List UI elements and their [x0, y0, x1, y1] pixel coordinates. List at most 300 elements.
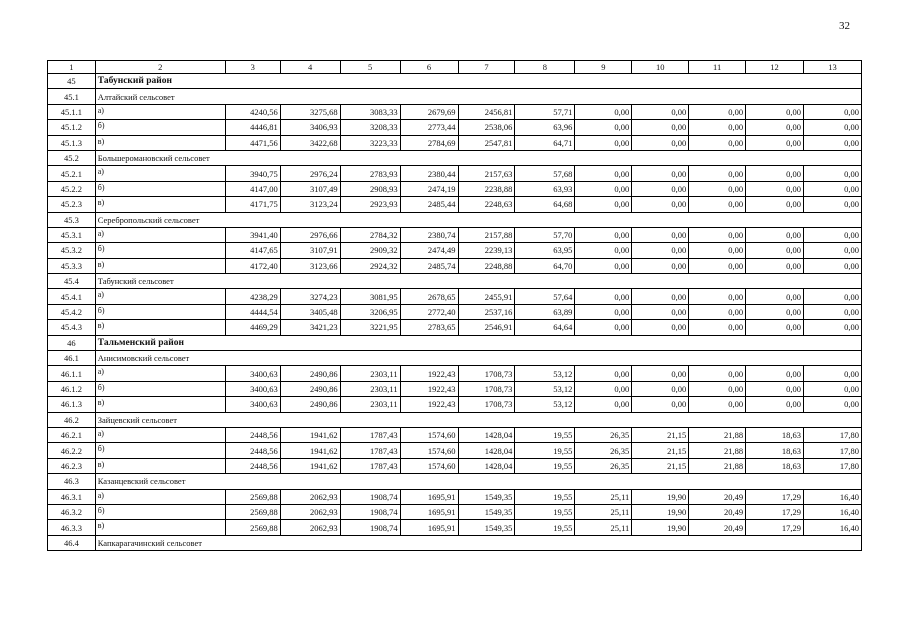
table-cell: 63,95	[515, 243, 575, 258]
row-label: б)	[95, 181, 225, 196]
table-cell: 2456,81	[458, 104, 515, 119]
table-row	[48, 135, 862, 150]
table-row	[48, 320, 862, 335]
table-cell: 2303,11	[340, 381, 400, 396]
section-row	[48, 474, 862, 489]
table-cell: 16,40	[804, 520, 862, 535]
row-label: в)	[95, 320, 225, 335]
table-cell: 2455,91	[458, 289, 515, 304]
table-cell: 2303,11	[340, 366, 400, 381]
table-cell: 1708,73	[458, 366, 515, 381]
table-cell: 1549,35	[458, 520, 515, 535]
table-cell: 0,00	[746, 304, 804, 319]
table-cell: 0,00	[804, 120, 862, 135]
row-label: а)	[95, 366, 225, 381]
table-cell: 0,00	[746, 397, 804, 412]
table-cell: 0,00	[632, 366, 689, 381]
table-cell: 20,49	[689, 504, 746, 519]
section-row	[48, 150, 862, 165]
table-cell: 4172,40	[225, 258, 280, 273]
table-cell: 2303,11	[340, 397, 400, 412]
table-cell: 0,00	[689, 381, 746, 396]
district-name: Табунский район	[95, 74, 861, 89]
table-row	[48, 366, 862, 381]
table-cell: 4238,29	[225, 289, 280, 304]
table-cell: 0,00	[746, 166, 804, 181]
table-cell: 19,55	[515, 458, 575, 473]
table-cell: 3107,49	[280, 181, 340, 196]
table-cell: 2784,69	[400, 135, 458, 150]
row-label: а)	[95, 289, 225, 304]
table-cell: 3400,63	[225, 366, 280, 381]
table-cell: 2538,06	[458, 120, 515, 135]
section-name: Казанцевский сельсовет	[95, 474, 861, 489]
table-cell: 3083,33	[340, 104, 400, 119]
table-cell: 2678,65	[400, 289, 458, 304]
row-code: 46.1	[48, 351, 96, 366]
table-cell: 25,11	[575, 520, 632, 535]
section-name: Анисимовский сельсовет	[95, 351, 861, 366]
section-name: Капкарагачинский сельсовет	[95, 535, 861, 550]
column-header: 5	[340, 61, 400, 74]
row-code: 45.2.2	[48, 181, 96, 196]
table-cell: 2474,19	[400, 181, 458, 196]
table-cell: 17,29	[746, 520, 804, 535]
table-cell: 0,00	[746, 381, 804, 396]
row-code: 45.1.1	[48, 104, 96, 119]
table-cell: 3208,33	[340, 120, 400, 135]
table-row	[48, 243, 862, 258]
table-cell: 0,00	[746, 227, 804, 242]
table-cell: 0,00	[804, 181, 862, 196]
table-cell: 2448,56	[225, 443, 280, 458]
table-cell: 0,00	[632, 289, 689, 304]
row-code: 45.2.3	[48, 197, 96, 212]
table-cell: 19,90	[632, 504, 689, 519]
table-cell: 1941,62	[280, 443, 340, 458]
row-code: 45.3.3	[48, 258, 96, 273]
table-cell: 0,00	[632, 243, 689, 258]
table-cell: 0,00	[804, 104, 862, 119]
row-label: а)	[95, 227, 225, 242]
table-cell: 0,00	[689, 166, 746, 181]
row-code: 46.1.2	[48, 381, 96, 396]
row-label: в)	[95, 458, 225, 473]
table-cell: 0,00	[746, 197, 804, 212]
table-cell: 1908,74	[340, 504, 400, 519]
table-cell: 17,80	[804, 427, 862, 442]
table-cell: 0,00	[689, 120, 746, 135]
table-row	[48, 227, 862, 242]
table-cell: 2380,74	[400, 227, 458, 242]
row-code: 45.4.1	[48, 289, 96, 304]
table-cell: 26,35	[575, 427, 632, 442]
table-row	[48, 120, 862, 135]
section-name: Большеромановский сельсовет	[95, 150, 861, 165]
table-cell: 0,00	[804, 304, 862, 319]
table-cell: 0,00	[689, 320, 746, 335]
row-code: 46.2	[48, 412, 96, 427]
table-cell: 0,00	[575, 135, 632, 150]
row-label: б)	[95, 243, 225, 258]
table-cell: 1708,73	[458, 397, 515, 412]
table-row	[48, 381, 862, 396]
row-code: 46.4	[48, 535, 96, 550]
row-code: 45.4	[48, 274, 96, 289]
table-cell: 3405,48	[280, 304, 340, 319]
table-cell: 0,00	[632, 166, 689, 181]
table-cell: 2924,32	[340, 258, 400, 273]
table-cell: 2380,44	[400, 166, 458, 181]
row-code: 46.3.2	[48, 504, 96, 519]
table-cell: 3941,40	[225, 227, 280, 242]
table-cell: 0,00	[804, 258, 862, 273]
table-cell: 1549,35	[458, 489, 515, 504]
table-cell: 18,63	[746, 458, 804, 473]
table-cell: 2248,63	[458, 197, 515, 212]
column-header: 13	[804, 61, 862, 74]
table-row	[48, 289, 862, 304]
row-code: 46	[48, 335, 96, 350]
table-cell: 2679,69	[400, 104, 458, 119]
table-cell: 2448,56	[225, 458, 280, 473]
table-cell: 1428,04	[458, 427, 515, 442]
row-label: в)	[95, 520, 225, 535]
column-header: 10	[632, 61, 689, 74]
table-cell: 1549,35	[458, 504, 515, 519]
table-cell: 53,12	[515, 381, 575, 396]
table-cell: 0,00	[632, 304, 689, 319]
row-label: б)	[95, 443, 225, 458]
table-cell: 0,00	[575, 104, 632, 119]
table-cell: 21,88	[689, 458, 746, 473]
table-cell: 18,63	[746, 427, 804, 442]
row-code: 46.1.3	[48, 397, 96, 412]
section-row	[48, 535, 862, 550]
table-cell: 3940,75	[225, 166, 280, 181]
table-cell: 1695,91	[400, 504, 458, 519]
table-cell: 2569,88	[225, 520, 280, 535]
table-cell: 63,93	[515, 181, 575, 196]
table-cell: 26,35	[575, 458, 632, 473]
table-cell: 0,00	[689, 397, 746, 412]
section-name: Зайцевский сельсовет	[95, 412, 861, 427]
table-row	[48, 443, 862, 458]
table-cell: 53,12	[515, 366, 575, 381]
table-row	[48, 181, 862, 196]
table-cell: 3123,24	[280, 197, 340, 212]
table-cell: 0,00	[746, 181, 804, 196]
table-cell: 3081,95	[340, 289, 400, 304]
table-cell: 0,00	[746, 320, 804, 335]
table-cell: 3400,63	[225, 397, 280, 412]
table-cell: 64,71	[515, 135, 575, 150]
table-cell: 2908,93	[340, 181, 400, 196]
table-cell: 3400,63	[225, 381, 280, 396]
district-row	[48, 74, 862, 89]
table-cell: 0,00	[632, 320, 689, 335]
table-cell: 0,00	[804, 320, 862, 335]
table-cell: 0,00	[804, 135, 862, 150]
section-row	[48, 351, 862, 366]
table-cell: 3206,95	[340, 304, 400, 319]
column-header: 8	[515, 61, 575, 74]
table-cell: 2569,88	[225, 489, 280, 504]
table-cell: 0,00	[689, 104, 746, 119]
table-cell: 3107,91	[280, 243, 340, 258]
table-cell: 0,00	[804, 197, 862, 212]
table-cell: 0,00	[632, 135, 689, 150]
table-cell: 3406,93	[280, 120, 340, 135]
table-cell: 1708,73	[458, 381, 515, 396]
section-row	[48, 412, 862, 427]
table-cell: 0,00	[689, 135, 746, 150]
row-code: 46.2.3	[48, 458, 96, 473]
column-header: 1	[48, 61, 96, 74]
table-cell: 19,55	[515, 489, 575, 504]
table-cell: 19,55	[515, 443, 575, 458]
column-number-row	[48, 61, 862, 74]
table-cell: 2157,63	[458, 166, 515, 181]
row-code: 46.2.2	[48, 443, 96, 458]
table-cell: 1574,60	[400, 443, 458, 458]
table-cell: 20,49	[689, 489, 746, 504]
table-cell: 2783,65	[400, 320, 458, 335]
table-cell: 0,00	[632, 181, 689, 196]
table-cell: 57,64	[515, 289, 575, 304]
column-header: 7	[458, 61, 515, 74]
table-cell: 17,29	[746, 489, 804, 504]
table-cell: 19,55	[515, 520, 575, 535]
table-cell: 25,11	[575, 504, 632, 519]
table-cell: 2783,93	[340, 166, 400, 181]
table-cell: 0,00	[575, 243, 632, 258]
table-cell: 2909,32	[340, 243, 400, 258]
row-code: 45.1.2	[48, 120, 96, 135]
table-cell: 21,15	[632, 458, 689, 473]
table-cell: 0,00	[575, 289, 632, 304]
section-row	[48, 274, 862, 289]
row-label: а)	[95, 104, 225, 119]
row-label: в)	[95, 397, 225, 412]
table-cell: 2546,91	[458, 320, 515, 335]
table-cell: 2537,16	[458, 304, 515, 319]
table-cell: 1695,91	[400, 489, 458, 504]
row-code: 45.4.3	[48, 320, 96, 335]
row-code: 45.4.2	[48, 304, 96, 319]
table-cell: 1922,43	[400, 381, 458, 396]
table-cell: 2062,93	[280, 520, 340, 535]
table-cell: 57,71	[515, 104, 575, 119]
table-cell: 21,15	[632, 427, 689, 442]
table-cell: 53,12	[515, 397, 575, 412]
table-cell: 1922,43	[400, 397, 458, 412]
table-cell: 2490,86	[280, 397, 340, 412]
row-code: 45.2.1	[48, 166, 96, 181]
table-cell: 2773,44	[400, 120, 458, 135]
table-cell: 0,00	[632, 227, 689, 242]
table-row	[48, 427, 862, 442]
row-label: в)	[95, 197, 225, 212]
row-label: в)	[95, 135, 225, 150]
table-cell: 3275,68	[280, 104, 340, 119]
column-header: 6	[400, 61, 458, 74]
row-code: 45.1	[48, 89, 96, 104]
table-cell: 2474,49	[400, 243, 458, 258]
section-row	[48, 89, 862, 104]
table-cell: 3123,66	[280, 258, 340, 273]
table-cell: 0,00	[804, 381, 862, 396]
table-cell: 1574,60	[400, 427, 458, 442]
table-cell: 26,35	[575, 443, 632, 458]
table-cell: 64,70	[515, 258, 575, 273]
table-cell: 1787,43	[340, 427, 400, 442]
table-cell: 0,00	[804, 166, 862, 181]
table-cell: 17,29	[746, 504, 804, 519]
table-cell: 19,55	[515, 504, 575, 519]
table-cell: 0,00	[689, 227, 746, 242]
table-cell: 64,64	[515, 320, 575, 335]
table-cell: 19,55	[515, 427, 575, 442]
section-row	[48, 212, 862, 227]
table-cell: 0,00	[746, 120, 804, 135]
table-cell: 0,00	[804, 227, 862, 242]
table-cell: 0,00	[689, 197, 746, 212]
row-code: 45.3	[48, 212, 96, 227]
row-code: 46.2.1	[48, 427, 96, 442]
table-cell: 0,00	[689, 304, 746, 319]
table-cell: 0,00	[632, 120, 689, 135]
table-cell: 0,00	[575, 166, 632, 181]
table-cell: 0,00	[575, 197, 632, 212]
table-cell: 1941,62	[280, 458, 340, 473]
table-cell: 0,00	[632, 104, 689, 119]
table-cell: 0,00	[689, 258, 746, 273]
table-cell: 57,70	[515, 227, 575, 242]
column-header: 9	[575, 61, 632, 74]
table-cell: 0,00	[575, 181, 632, 196]
table-cell: 2448,56	[225, 427, 280, 442]
district-name: Тальменский район	[95, 335, 861, 350]
table-cell: 1787,43	[340, 458, 400, 473]
table-cell: 0,00	[632, 397, 689, 412]
table-cell: 0,00	[575, 120, 632, 135]
table-cell: 2976,66	[280, 227, 340, 242]
district-row	[48, 335, 862, 350]
table-cell: 0,00	[804, 289, 862, 304]
table-cell: 1922,43	[400, 366, 458, 381]
table-cell: 1428,04	[458, 443, 515, 458]
row-code: 45.3.2	[48, 243, 96, 258]
table-cell: 21,88	[689, 443, 746, 458]
row-label: б)	[95, 381, 225, 396]
table-cell: 1574,60	[400, 458, 458, 473]
row-code: 46.3.1	[48, 489, 96, 504]
table-row	[48, 504, 862, 519]
table-cell: 4240,56	[225, 104, 280, 119]
table-row	[48, 520, 862, 535]
table-cell: 21,88	[689, 427, 746, 442]
table-cell: 0,00	[575, 320, 632, 335]
row-code: 45.1.3	[48, 135, 96, 150]
table-cell: 2239,13	[458, 243, 515, 258]
table-cell: 25,11	[575, 489, 632, 504]
table-cell: 19,90	[632, 520, 689, 535]
table-cell: 0,00	[575, 227, 632, 242]
row-code: 45	[48, 74, 96, 89]
table-cell: 0,00	[632, 197, 689, 212]
table-cell: 4444,54	[225, 304, 280, 319]
table-row	[48, 104, 862, 119]
table-cell: 3274,23	[280, 289, 340, 304]
table-cell: 0,00	[746, 104, 804, 119]
table-cell: 0,00	[575, 366, 632, 381]
table-cell: 2062,93	[280, 489, 340, 504]
row-code: 46.3.3	[48, 520, 96, 535]
table-cell: 1428,04	[458, 458, 515, 473]
table-cell: 0,00	[804, 397, 862, 412]
table-cell: 4471,56	[225, 135, 280, 150]
table-cell: 4147,65	[225, 243, 280, 258]
table-cell: 3421,23	[280, 320, 340, 335]
tariff-table	[47, 60, 862, 551]
table-cell: 18,63	[746, 443, 804, 458]
table-cell: 0,00	[804, 366, 862, 381]
table-cell: 20,49	[689, 520, 746, 535]
table-cell: 1908,74	[340, 489, 400, 504]
table-row	[48, 304, 862, 319]
table-row	[48, 166, 862, 181]
table-cell: 0,00	[689, 289, 746, 304]
row-code: 45.3.1	[48, 227, 96, 242]
table-cell: 0,00	[746, 135, 804, 150]
table-cell: 57,68	[515, 166, 575, 181]
table-cell: 2569,88	[225, 504, 280, 519]
table-cell: 17,80	[804, 443, 862, 458]
table-cell: 2547,81	[458, 135, 515, 150]
table-row	[48, 197, 862, 212]
row-code: 46.3	[48, 474, 96, 489]
section-name: Алтайский сельсовет	[95, 89, 861, 104]
table-cell: 0,00	[632, 258, 689, 273]
table-cell: 2490,86	[280, 366, 340, 381]
table-cell: 0,00	[632, 381, 689, 396]
row-label: б)	[95, 120, 225, 135]
table-cell: 3221,95	[340, 320, 400, 335]
table-cell: 0,00	[575, 304, 632, 319]
table-cell: 2923,93	[340, 197, 400, 212]
table-cell: 19,90	[632, 489, 689, 504]
table-cell: 2248,88	[458, 258, 515, 273]
table-cell: 2784,32	[340, 227, 400, 242]
column-header: 11	[689, 61, 746, 74]
table-cell: 2157,88	[458, 227, 515, 242]
table-cell: 0,00	[746, 258, 804, 273]
table-cell: 17,80	[804, 458, 862, 473]
table-cell: 0,00	[575, 258, 632, 273]
row-label: б)	[95, 304, 225, 319]
table-cell: 4147,00	[225, 181, 280, 196]
table-cell: 4469,29	[225, 320, 280, 335]
table-row	[48, 397, 862, 412]
table-cell: 2490,86	[280, 381, 340, 396]
table-row	[48, 258, 862, 273]
table-cell: 16,40	[804, 489, 862, 504]
row-label: а)	[95, 489, 225, 504]
table-cell: 2976,24	[280, 166, 340, 181]
table-cell: 1941,62	[280, 427, 340, 442]
table-cell: 21,15	[632, 443, 689, 458]
